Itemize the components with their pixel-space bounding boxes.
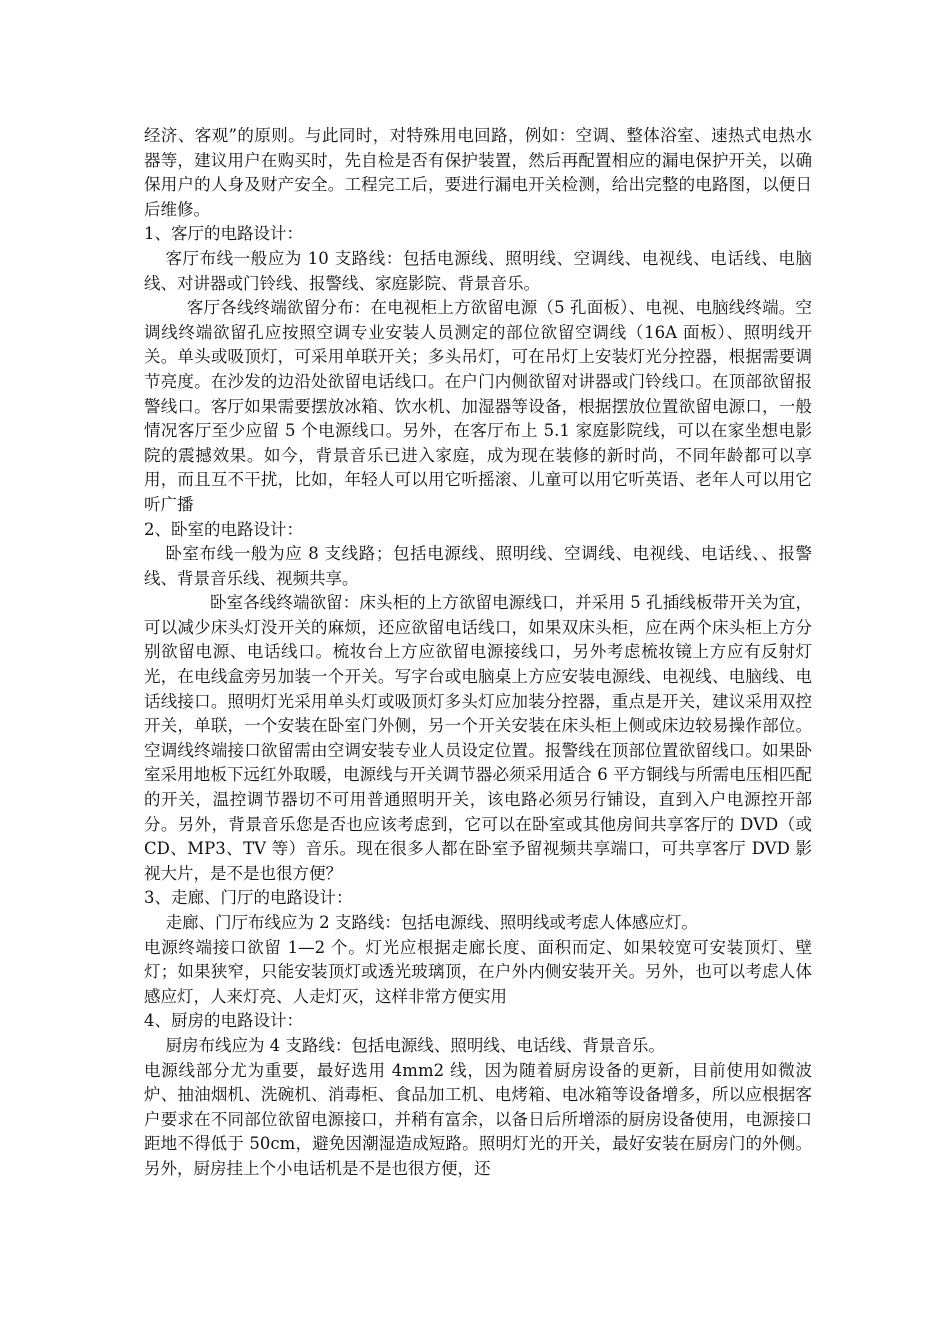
- paragraph-corridor-wiring: 走廊、门厅布线应为 2 支路线：包括电源线、照明线或考虑人体感应灯。: [165, 913, 698, 932]
- paragraph-corridor-terminals: 电源终端接口欲留 1—2 个。灯光应根据走廊长度、面积而定、如果较宽可安装顶灯、壁灯；如果狭窄，只能安装顶灯或透光玻璃顶，在户外内侧安装开关。另外，也可以考虑人体感应灯，人来灯亮、人走灯灭，这样非常方便实用: [144, 937, 812, 1006]
- heading-bedroom: 2、卧室的电路设计：: [144, 519, 303, 539]
- paragraph-intro: 经济、客观”的原则。与此同时，对特殊用电回路，例如：空调、整体浴室、速热式电热水器等，建议用户在购买时，先自检是否有保护装置，然后再配置相应的漏电保护开关，以确保用户的人身及财产安全。工程完工后，要进行漏电开关检测，给出完整的电路图，以便日后维修。: [144, 126, 812, 219]
- paragraph-bedroom-wiring: 卧室布线一般为应 8 支线路；包括电源线、照明线、空调线、电视线、电话线、、报警线、背景音乐线、视频共享。: [144, 544, 812, 588]
- paragraph-living-room-wiring: 客厅布线一般应为 10 支路线：包括电源线、照明线、空调线、电视线、电话线、电脑线、对讲器或门铃线、报警线、家庭影院、背景音乐。: [144, 248, 812, 293]
- paragraph-bedroom-terminals: 卧室各线终端欲留：床头柜的上方欲留电源线口，并采用 5 孔插线板带开关为宜，可以减少床头灯没开关的麻烦，还应欲留电话线口，如果双床头柜，应在两个床头柜上方分别欲留电源、电话线口。梳妆台上方应欲留电源接线口，另外考虑梳妆镜上方应有反射灯光，在电线盒旁另加装一个开关。写字台或电脑桌上方应安装电源线、电视线、电脑线、电话线接口。照明灯光采用单头灯或吸顶灯多头灯应加装分控器，重点是开关，建议采用双控开关，单联，一个安装在卧室门外侧，另一个开关安装在床头柜上侧或床边较易操作部位。空调线终端接口欲留需由空调安装专业人员设定位置。报警线在顶部位置欲留线口。如果卧室采用地板下远红外取暖，电源线与开关调节器必须采用适合 6 平方铜线与所需电压相匹配的开关，温控调节器切不可用普通照明开关，该电路必须另行铺设，直到入户电源控开部分。另外，背景音乐您是否也应该考虑到，它可以在卧室或其他房间共享客厅的 DVD（或 CD、MP3、TV 等）音乐。现在很多人都在卧室予留视频共享端口，可共享客厅 DVD 影视大片，是不是也很方便？: [144, 593, 812, 883]
- paragraph-living-room-terminals: 客厅各线终端欲留分布：在电视柜上方欲留电源（5 孔面板）、电视、电脑线终端。空调线终端欲留孔应按照空调专业安装人员测定的部位欲留空调线（16A 面板）、照明线开关。单头或吸顶灯，可采用单联开关；多头吊灯，可在吊灯上安装灯光分控器，根据需要调节亮度。在沙发的边沿处欲留电话线口。在户门内侧欲留对讲器或门铃线口。在顶部欲留报警线口。客厅如果需要摆放冰箱、饮水机、加湿器等设备，根据摆放位置欲留电源口，一般情况客厅至少应留 5 个电源线口。另外，在客厅布上 5.1 家庭影院线，可以在家坐想电影院的震撼效果。如今，背景音乐已进入家庭，成为现在装修的新时尚，不同年龄都可以享用，而且互不干扰，比如，年轻人可以用它听摇滚、儿童可以用它听英语、老年人可以用它听广播: [144, 298, 812, 514]
- heading-corridor: 3、走廊、门厅的电路设计：: [144, 888, 353, 908]
- heading-kitchen: 4、厨房的电路设计：: [144, 1011, 303, 1031]
- paragraph-kitchen-wiring: 厨房布线应为 4 支路线：包括电源线、照明线、电话线、背景音乐。: [165, 1035, 665, 1055]
- heading-living-room: 1、客厅的电路设计：: [144, 224, 303, 244]
- paragraph-kitchen-power: 电源线部分尤为重要，最好选用 4mm2 线，因为随着厨房设备的更新，目前使用如微波炉、抽油烟机、洗碗机、消毒柜、食品加工机、电烤箱、电冰箱等设备增多，所以应根据客户要求在不同部位欲留电源接口，并稍有富余，以备日后所增添的厨房设备使用，电源接口距地不得低于 50cm，避免因潮湿造成短路。照明灯光的开关，最好安装在厨房门的外侧。另外，厨房挂上个小电话机是不是也很方便，还: [144, 1060, 812, 1178]
- document-body: [144, 124, 812, 1182]
